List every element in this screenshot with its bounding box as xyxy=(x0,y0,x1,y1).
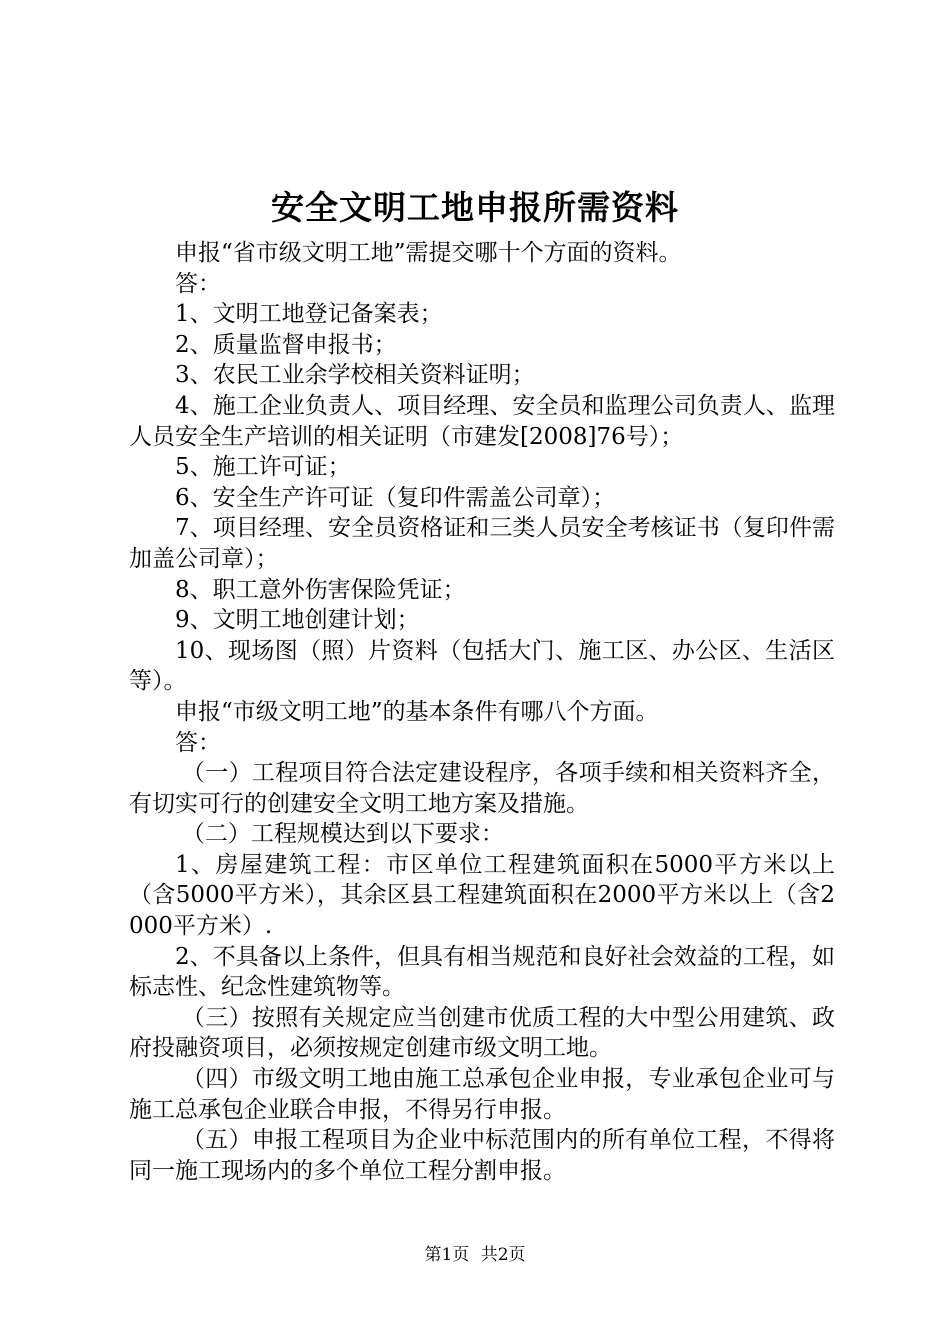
question-1: 申报“省市级文明工地”需提交哪十个方面的资料。 xyxy=(175,240,682,266)
answer-label-1: 答： xyxy=(175,270,221,297)
condition-2: （二）工程规模达到以下要求： xyxy=(181,821,504,848)
question-2: 申报“市级文明工地”的基本条件有哪八个方面。 xyxy=(175,698,659,725)
list-item-4: 4、施工企业负责人、项目经理、安全员和监理公司负责人、监理人员安全生产培训的相关证明（市建发[2008]76号）； xyxy=(129,392,835,450)
document-body xyxy=(129,238,835,1186)
condition-3: （三）按照有关规定应当创建市优质工程的大中型公用建筑、政府投融资项目，必须按规定创建市级文明工地。 xyxy=(129,1004,835,1062)
list-item-8: 8、职工意外伤害保险凭证； xyxy=(175,576,466,603)
condition-4: （四）市级文明工地由施工总承包企业申报，专业承包企业可与施工总承包企业联合申报，不得另行申报。 xyxy=(129,1066,835,1123)
condition-1: （一）工程项目符合法定建设程序，各项手续和相关资料齐全，有切实可行的创建安全文明工地方案及措施。 xyxy=(129,760,835,817)
list-item-2: 2、质量监督申报书； xyxy=(175,331,397,358)
page-number-footer: 第1页 共2页 xyxy=(424,1245,526,1265)
list-item-7: 7、项目经理、安全员资格证和三类人员安全考核证书（复印件需加盖公司章）； xyxy=(129,515,835,572)
condition-2-item-2: 2、不具备以上条件，但具有相当规范和良好社会效益的工程，如标志性、纪念性建筑物等。 xyxy=(129,943,835,1001)
list-item-9: 9、文明工地创建计划； xyxy=(175,607,420,634)
list-item-10: 10、现场图（照）片资料（包括大门、施工区、办公区、生活区等）。 xyxy=(129,637,835,695)
document-title: 安全文明工地申报所需资料 xyxy=(271,188,679,227)
list-item-6: 6、安全生产许可证（复印件需盖公司章）； xyxy=(175,484,616,511)
condition-5: （五）申报工程项目为企业中标范围内的所有单位工程，不得将同一施工现场内的多个单位工程分割申报。 xyxy=(129,1127,835,1184)
condition-2-item-1: 1、房屋建筑工程：市区单位工程建筑面积在5000平方米以上（含5000平方米），其余区县工程建筑面积在2000平方米以上（含2000平方米）. xyxy=(129,851,835,940)
list-item-5: 5、施工许可证； xyxy=(175,454,351,481)
answer-label-2: 答： xyxy=(175,729,221,756)
list-item-3: 3、农民工业余学校相关资料证明； xyxy=(175,362,535,389)
list-item-1: 1、文明工地登记备案表； xyxy=(175,301,443,328)
